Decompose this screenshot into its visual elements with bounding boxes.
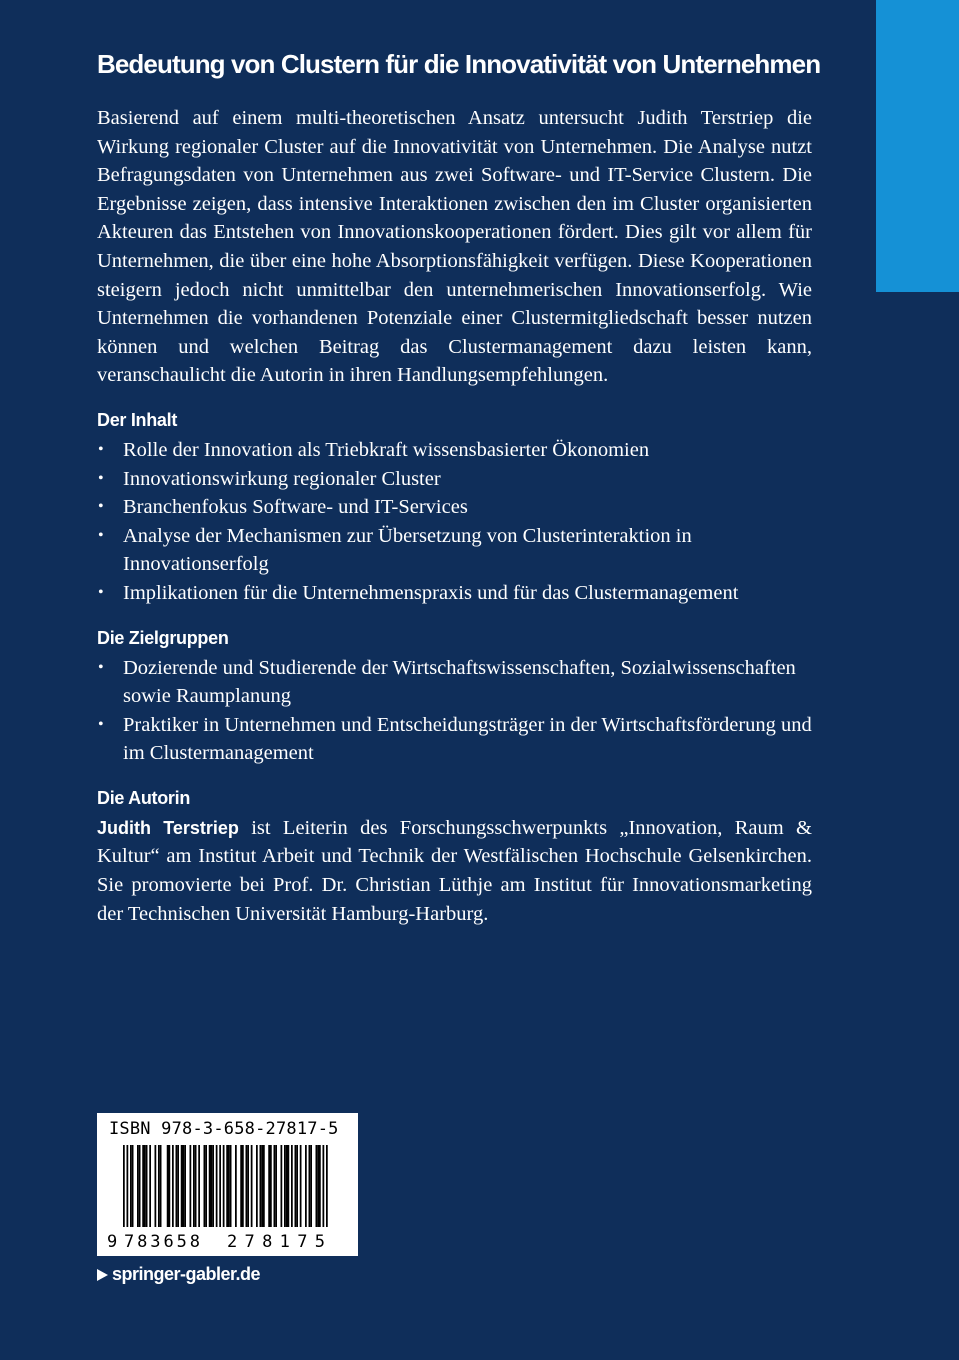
arrow-right-icon [97,1269,108,1281]
barcode-bar [286,1145,288,1227]
author-bio-text: ist Leiterin des Forschungsschwerpunkts „Innovation, Raum & Kultur“ am Institut Arbeit und Technik der Westfälischen Hochschule Gelsenkirchen. Sie promovierte bei Prof. Dr. Christian Lüthje am Institut für Innovationsmarketing der Technischen Universität Hamburg-Harburg. [97,816,812,925]
barcode-bar [247,1145,249,1227]
barcode-bar [256,1145,258,1227]
barcode-bar [193,1145,195,1227]
list-item: • Implikationen für die Unternehmenspraxis und für das Clustermanagement [97,579,812,608]
barcode-bar [198,1145,200,1227]
barcode-bar [300,1145,302,1227]
bullet-icon: • [98,498,104,516]
inhalt-list [97,436,812,608]
barcode-bar [296,1145,298,1227]
section-heading-autorin: Die Autorin [97,787,191,808]
author-bio [97,814,812,928]
barcode-bar [309,1145,311,1227]
bullet-icon: • [98,440,104,458]
barcode-bar [323,1145,325,1227]
section-heading-inhalt: Der Inhalt [97,409,178,430]
barcode-bar [149,1145,151,1227]
barcode-bar [319,1145,321,1227]
barcode-digits-left: 783658 [124,1232,200,1252]
barcode-bar [251,1145,253,1227]
barcode-bar [184,1145,186,1227]
barcode-bar [284,1145,286,1227]
barcode-bar [288,1145,290,1227]
barcode-bar [205,1145,207,1227]
bullet-icon: • [98,658,104,676]
author-name: Judith Terstriep [97,817,239,838]
barcode-bar [167,1145,169,1227]
barcode-bar [139,1145,141,1227]
bullet-icon: • [98,583,104,601]
barcode-bar [181,1145,183,1227]
list-item: • Branchenfokus Software- und IT-Services [97,493,812,522]
barcode-bar [216,1145,218,1227]
barcode-bar [146,1145,148,1227]
barcode-bar [183,1145,185,1227]
barcode-bar [270,1145,272,1227]
barcode-bar [305,1145,307,1227]
publisher-url: springer-gabler.de [112,1264,261,1284]
barcode-bar [176,1145,178,1227]
bullet-icon: • [98,526,104,544]
publisher-link[interactable] [97,1262,260,1286]
list-item: • Innovationswirkung regionaler Cluster [97,465,812,494]
isbn-number: ISBN 978-3-658-27817-5 [109,1119,339,1139]
list-item: • Rolle der Innovation als Triebkraft wissensbasierter Ökonomien [97,436,812,465]
barcode-bar [246,1145,248,1227]
barcode-digit-first: 9 [107,1232,118,1252]
section-heading-zielgruppen: Die Zielgruppen [97,627,229,648]
barcode-bar [274,1145,276,1227]
barcode-bar [291,1145,293,1227]
barcode-bar [132,1145,134,1227]
bullet-icon: • [98,469,104,487]
barcode-bar [219,1145,221,1227]
barcode-bar [261,1145,263,1227]
zielgruppen-list [97,654,812,768]
barcode-bar [204,1145,206,1227]
list-item: • Dozierende und Studierende der Wirtschaftswissenschaften, Sozialwissenschaften sowie Raumplanung [97,654,812,711]
list-item: • Analyse der Mechanismen zur Übersetzung von Clusterinteraktion in Innovationserfolg [97,522,812,579]
barcode-bar [281,1145,283,1227]
barcode-bar [240,1145,242,1227]
barcode-bar [137,1145,139,1227]
barcode-bar [316,1145,318,1227]
barcode-bar [169,1145,171,1227]
barcode-bar [144,1145,146,1227]
barcode-bar [235,1145,237,1227]
barcode-bar [155,1145,157,1227]
barcode-bar [209,1145,211,1227]
barcode-bar [260,1145,262,1227]
barcode-bar [160,1145,162,1227]
back-cover-content [97,44,821,928]
barcode-bar [190,1145,192,1227]
barcode-bar [295,1145,297,1227]
accent-bar [876,0,959,292]
isbn-barcode [97,1113,358,1256]
barcode-bar [242,1145,244,1227]
barcode-bar [172,1145,174,1227]
intro-paragraph: Basierend auf einem multi-theoretischen Ansatz untersucht Judith Terstriep die Wirkung regionaler Cluster auf die Innovativität von Unternehmen. Die Analyse nutzt Befragungsdaten von Unternehmen aus zwei Software- und IT-Service Clustern. Die Ergebnisse zeigen, dass intensive Interaktionen zwischen den im Cluster organisierten Akteuren das Entstehen von Innovationskooperationen fördert. Dies gilt vor allem für Unternehmen, die über eine hohe Absorptionsfähigkeit verfügen. Diese Kooperationen steigern jedoch nicht unmittelbar den unternehmerischen Innovationserfolg. Wie Unternehmen die vorhandenen Potenziale einer Clustermitgliedschaft besser nutzen können und welchen Beitrag das Clustermanagement dazu leisten kann, veranschaulicht die Autorin in ihren Handlungsempfehlungen. [97,107,812,387]
barcode-bar [212,1145,214,1227]
barcode-bar [268,1145,270,1227]
barcode-bar [158,1145,160,1227]
barcode-bar [177,1145,179,1227]
barcode-bar [310,1145,312,1227]
barcode-bar [142,1145,144,1227]
barcode-bar [263,1145,265,1227]
list-item: • Praktiker in Unternehmen und Entscheidungsträger in der Wirtschaftsförderung und im Clustermanagement [97,711,812,768]
barcode-bar [211,1145,213,1227]
barcode-digits-right: 278175 [227,1232,325,1252]
bullet-icon: • [98,715,104,733]
barcode-bar [130,1145,132,1227]
barcode-bar [317,1145,319,1227]
barcode-bar [195,1145,197,1227]
barcode-bar [275,1145,277,1227]
book-title: Bedeutung von Clustern für die Innovativität von Unternehmen [97,49,821,79]
